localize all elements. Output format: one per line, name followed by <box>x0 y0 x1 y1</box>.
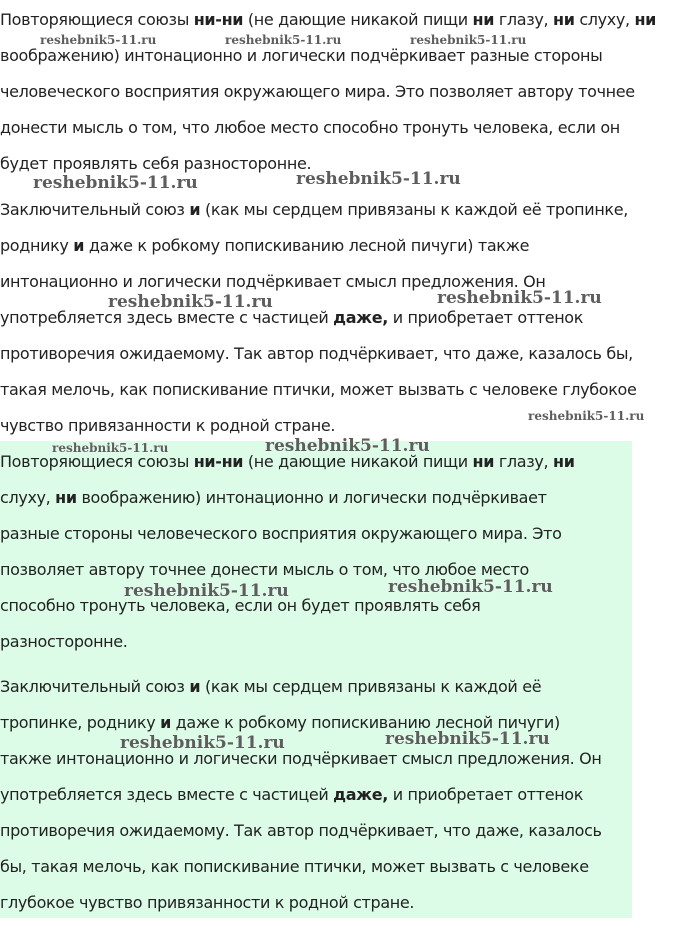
text-line <box>0 785 583 805</box>
text-line <box>0 524 562 544</box>
bold-conjunction: ни <box>553 10 575 29</box>
text-run: воображению) интонационно и логически подчёркивает <box>76 488 547 507</box>
text-run: слуху, <box>0 488 56 507</box>
text-run: употребляется здесь вместе с частицей <box>0 308 334 327</box>
watermark-text: reshebnik5-11.ru <box>265 436 430 456</box>
text-line <box>0 821 602 841</box>
text-run: Повторяющиеся союзы <box>0 10 194 29</box>
text-run: такая мелочь, как попискивание птички, может вызвать с человеке глубокое <box>0 380 637 399</box>
bold-conjunction: ни <box>634 10 657 29</box>
bold-conjunction: даже, <box>333 785 388 804</box>
text-line <box>0 118 620 138</box>
text-run: тропинке, роднику <box>0 713 161 732</box>
watermark-text: reshebnik5-11.ru <box>124 581 289 601</box>
watermark-text: reshebnik5-11.ru <box>528 409 645 423</box>
text-run: позволяет автору точнее донести мысль о том, что любое место <box>0 560 529 579</box>
text-run: (не дающие никакой пищи <box>243 452 473 471</box>
text-line <box>0 82 635 102</box>
watermark-text: reshebnik5-11.ru <box>225 33 342 47</box>
bold-conjunction: даже, <box>333 308 388 327</box>
watermark-text: reshebnik5-11.ru <box>52 441 169 455</box>
text-line <box>0 749 601 769</box>
text-run: Заключительный союз <box>0 677 190 696</box>
watermark-text: reshebnik5-11.ru <box>437 288 602 308</box>
bold-conjunction: и <box>73 236 85 255</box>
bold-conjunction: и <box>189 200 201 219</box>
text-run: воображению) интонационно и логически подчёркивает разные стороны <box>0 46 603 65</box>
bold-conjunction: ни <box>472 452 495 471</box>
text-line <box>0 380 636 400</box>
text-run: употребляется здесь вместе с частицей <box>0 785 334 804</box>
watermark-text: reshebnik5-11.ru <box>40 33 157 47</box>
text-run: роднику <box>0 236 74 255</box>
text-run: и приобретает оттенок <box>387 308 584 327</box>
bold-conjunction: и <box>160 713 171 732</box>
text-line <box>0 200 628 220</box>
text-run: разные стороны человеческого восприятия окружающего мира. Это <box>0 524 562 543</box>
text-run: способно тронуть человека, если он будет проявлять себя <box>0 596 481 615</box>
text-run: Повторяющиеся союзы <box>0 452 194 471</box>
bold-conjunction: ни <box>55 488 77 507</box>
bold-conjunction: ни-ни <box>193 10 244 29</box>
text-line <box>0 236 529 256</box>
text-run: глазу, <box>494 10 553 29</box>
text-run: глазу, <box>494 452 553 471</box>
text-line <box>0 154 311 174</box>
text-line <box>0 677 541 697</box>
watermark-text: reshebnik5-11.ru <box>108 292 273 312</box>
watermark-text: reshebnik5-11.ru <box>33 173 198 193</box>
text-run: донести мысль о том, что любое место способно тронуть человека, если он <box>0 118 620 137</box>
text-line <box>0 857 589 877</box>
text-run: даже к робкому попискиванию лесной пичуги) также <box>84 236 530 255</box>
text-run: человеческого восприятия окружающего мира. Это позволяет автору точнее <box>0 82 635 101</box>
text-run: и приобретает оттенок <box>387 785 584 804</box>
text-run: слуху, <box>574 10 635 29</box>
text-run: будет проявлять себя разносторонне. <box>0 154 312 173</box>
text-line <box>0 46 602 66</box>
text-line <box>0 632 128 652</box>
text-line <box>0 308 583 328</box>
bold-conjunction: ни <box>553 452 575 471</box>
watermark-text: reshebnik5-11.ru <box>388 577 553 597</box>
text-run: (как мы сердцем привязаны к каждой её тропинке, <box>200 200 628 219</box>
text-run: глубокое чувство привязанности к родной стране. <box>0 893 415 912</box>
text-line <box>0 344 633 364</box>
text-line <box>0 416 335 436</box>
bold-conjunction: и <box>189 677 201 696</box>
watermark-text: reshebnik5-11.ru <box>120 733 285 753</box>
bold-conjunction: ни-ни <box>193 452 244 471</box>
text-line <box>0 488 547 508</box>
text-run: (не дающие никакой пищи <box>243 10 473 29</box>
text-run: (как мы сердцем привязаны к каждой её <box>200 677 542 696</box>
text-run: разносторонне. <box>0 632 128 651</box>
text-run: чувство привязанности к родной стране. <box>0 416 336 435</box>
watermark-text: reshebnik5-11.ru <box>296 169 461 189</box>
watermark-text: reshebnik5-11.ru <box>385 729 550 749</box>
text-run: бы, такая мелочь, как попискивание птички, может вызвать с человеке <box>0 857 589 876</box>
text-run: даже к робкому попискиванию лесной пичуги) <box>170 713 560 732</box>
text-run: интонационно и логически подчёркивает смысл предложения. Он <box>0 272 546 291</box>
answer-text-block <box>0 441 632 918</box>
watermark-text: reshebnik5-11.ru <box>410 33 527 47</box>
text-line <box>0 10 656 30</box>
text-run: также интонационно и логически подчёркивает смысл предложения. Он <box>0 749 602 768</box>
text-run: противоречия ожидаемому. Так автор подчёркивает, что даже, казалось бы, <box>0 344 633 363</box>
text-run: Заключительный союз <box>0 200 190 219</box>
text-line <box>0 893 414 913</box>
bold-conjunction: ни <box>472 10 495 29</box>
text-run: противоречия ожидаемому. Так автор подчёркивает, что даже, казалось <box>0 821 602 840</box>
